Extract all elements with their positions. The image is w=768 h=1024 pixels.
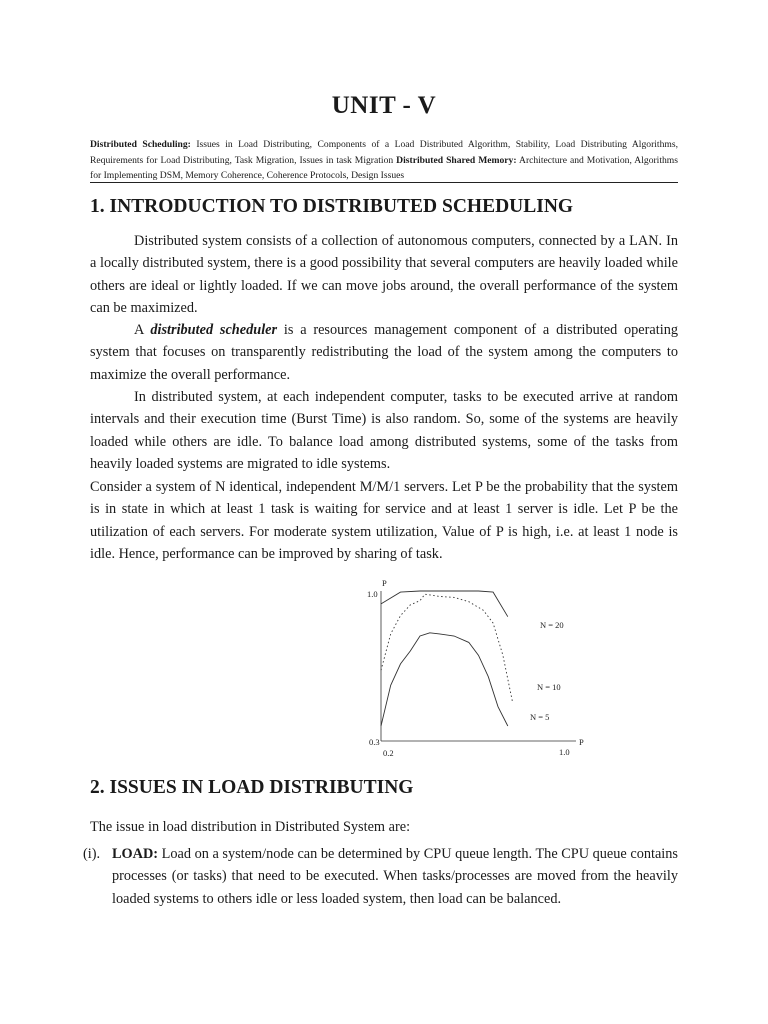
list-item-text: Load on a system/node can be determined by CPU queue length. The CPU queue contains processes (or tasks) that need to be executed. When tasks/processes are moved from the heavily loaded systems to others idle or less loaded system, then load can be balanced.	[112, 846, 678, 907]
section-1-paragraph-3: In distributed system, at each independent computer, tasks to be executed arrive at random intervals and their execution time (Burst Time) is also random. So, some of the systems are heavily loaded while others are idle. To balance load among distributed systems, some of the tasks from heavily loaded systems are migrated to idle systems.	[90, 389, 678, 473]
x-tick-label-right: 1.0	[559, 747, 570, 757]
syllabus-heading-scheduling: Distributed Scheduling:	[90, 139, 191, 150]
distributed-scheduler-term: distributed scheduler	[150, 322, 278, 338]
series-label-n10: N = 10	[537, 682, 561, 692]
x-tick-label-left: 0.2	[383, 748, 394, 758]
list-item-body	[112, 843, 678, 910]
chart-svg	[360, 577, 590, 762]
utilization-probability-chart	[360, 577, 590, 762]
section-2-intro: The issue in load distribution in Distributed System are:	[90, 819, 411, 835]
series-line-1	[381, 594, 513, 702]
syllabus-heading-dsm: Distributed Shared Memory:	[396, 154, 517, 166]
series-label-n5: N = 5	[530, 712, 550, 722]
section-2-heading: 2. ISSUES IN LOAD DISTRIBUTING	[90, 777, 414, 798]
p2-pre: A	[134, 322, 144, 338]
y-tick-label-top: 1.0	[367, 589, 378, 599]
series-line-0	[381, 591, 508, 617]
section-1-paragraph-1: Distributed system consists of a collection of autonomous computers, connected by a LAN. In a locally distributed system, there is a good possibility that several computers are heavily loaded while others are ideal or lightly loaded. If we can move jobs around, the overall performance of the system can be maximized.	[90, 233, 678, 317]
section-1-paragraph-4: Consider a system of N identical, independent M/M/1 servers. Let P be the probability that the system is in state in which at least 1 task is waiting for service and at least 1 server is idle. Let P be the utilization of each servers. For moderate system utilization, Value of P is high, i.e. at least 1 node is idle. Hence, performance can be improved by sharing of task.	[90, 479, 678, 563]
series-layer	[381, 591, 513, 726]
list-item-term: LOAD:	[112, 846, 159, 862]
y-axis-label: P	[382, 578, 387, 588]
series-label-n20: N = 20	[540, 620, 564, 630]
unit-title: UNIT - V	[331, 92, 437, 119]
section-1-heading: 1. INTRODUCTION TO DISTRIBUTED SCHEDULING	[90, 196, 574, 217]
header-divider	[90, 182, 678, 183]
syllabus-topics-scheduling: Issues in Load Distributing, Components of a Load Distributed Algorithm, Stability, Load Distributing Algorithms, Requirements for Load Distributing, Task Migration, Issues in task Migration	[90, 139, 678, 166]
list-item-number: (i).	[83, 846, 101, 862]
p2-post: is a resources management component of a distributed operating system that focuses on transparently redistributing the load of the system among the computers to maximize the overall performance.	[90, 322, 678, 383]
syllabus-summary	[90, 137, 678, 184]
y-tick-label-bottom: 0.3	[369, 737, 380, 747]
syllabus-topics-dsm: Architecture and Motivation, Algorithms for Implementing DSM, Memory Coherence, Coherence Protocols, Design Issues	[90, 154, 679, 181]
x-axis-label: P	[579, 737, 584, 747]
series-line-2	[381, 633, 508, 726]
section-1-paragraph-2	[90, 319, 678, 386]
